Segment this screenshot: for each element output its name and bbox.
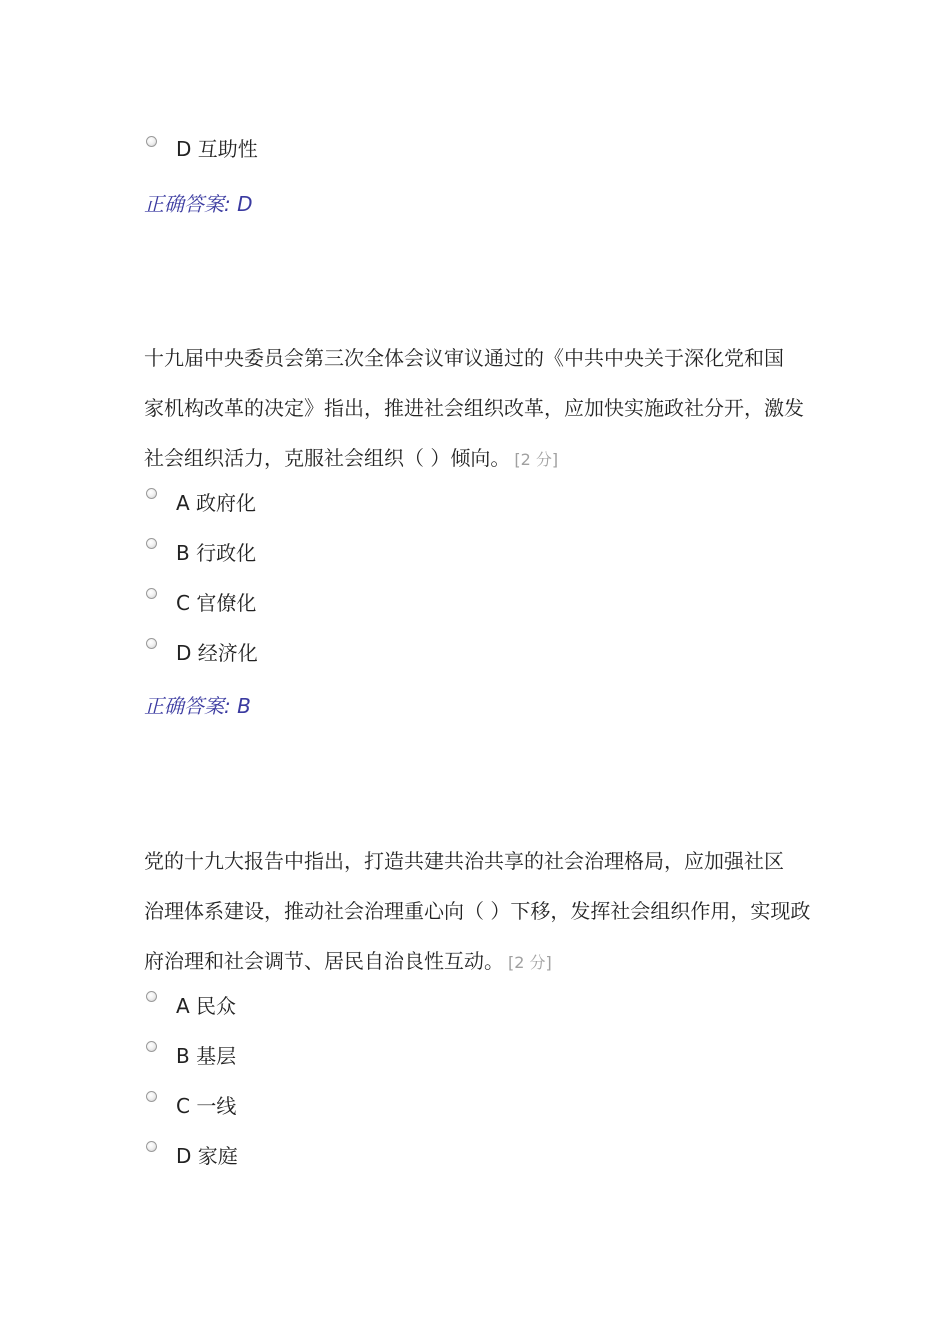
radio-button[interactable]: [146, 1141, 157, 1152]
question-text-line: 党的十九大报告中指出，打造共建共治共享的社会治理格局，应加强社区: [144, 849, 784, 873]
radio-button[interactable]: [146, 638, 157, 649]
question-text-line: 家机构改革的决定》指出，推进社会组织改革，应加快实施政社分开，激发: [144, 396, 804, 420]
option-label: C 官僚化: [176, 591, 257, 615]
option-label: D 家庭: [176, 1144, 238, 1168]
radio-button[interactable]: [146, 1041, 157, 1052]
score-label: [2 分]: [508, 953, 552, 972]
radio-button[interactable]: [146, 538, 157, 549]
option-label: C 一线: [176, 1094, 237, 1118]
question-text-line: 十九届中央委员会第三次全体会议审议通过的《中共中央关于深化党和国: [144, 346, 784, 370]
correct-answer: 正确答案: B: [144, 694, 251, 718]
radio-button[interactable]: [146, 1091, 157, 1102]
option-label: A 民众: [176, 994, 237, 1018]
correct-answer: 正确答案: D: [144, 192, 253, 216]
option-label: A 政府化: [176, 491, 257, 515]
radio-button[interactable]: [146, 136, 157, 147]
radio-button[interactable]: [146, 991, 157, 1002]
option-label: B 行政化: [176, 541, 257, 565]
question-text-line: 社会组织活力，克服社会组织（ ）倾向。 [2 分]: [144, 446, 559, 470]
question-text-line: 治理体系建设，推动社会治理重心向（ ）下移，发挥社会组织作用，实现政: [144, 899, 811, 923]
radio-button[interactable]: [146, 588, 157, 599]
option-label: B 基层: [176, 1044, 237, 1068]
option-label: D 经济化: [176, 641, 258, 665]
question-text-line: 府治理和社会调节、居民自治良性互动。 [2 分]: [144, 949, 552, 973]
radio-button[interactable]: [146, 488, 157, 499]
option-label: D 互助性: [176, 137, 258, 161]
score-label: [2 分]: [514, 450, 559, 469]
